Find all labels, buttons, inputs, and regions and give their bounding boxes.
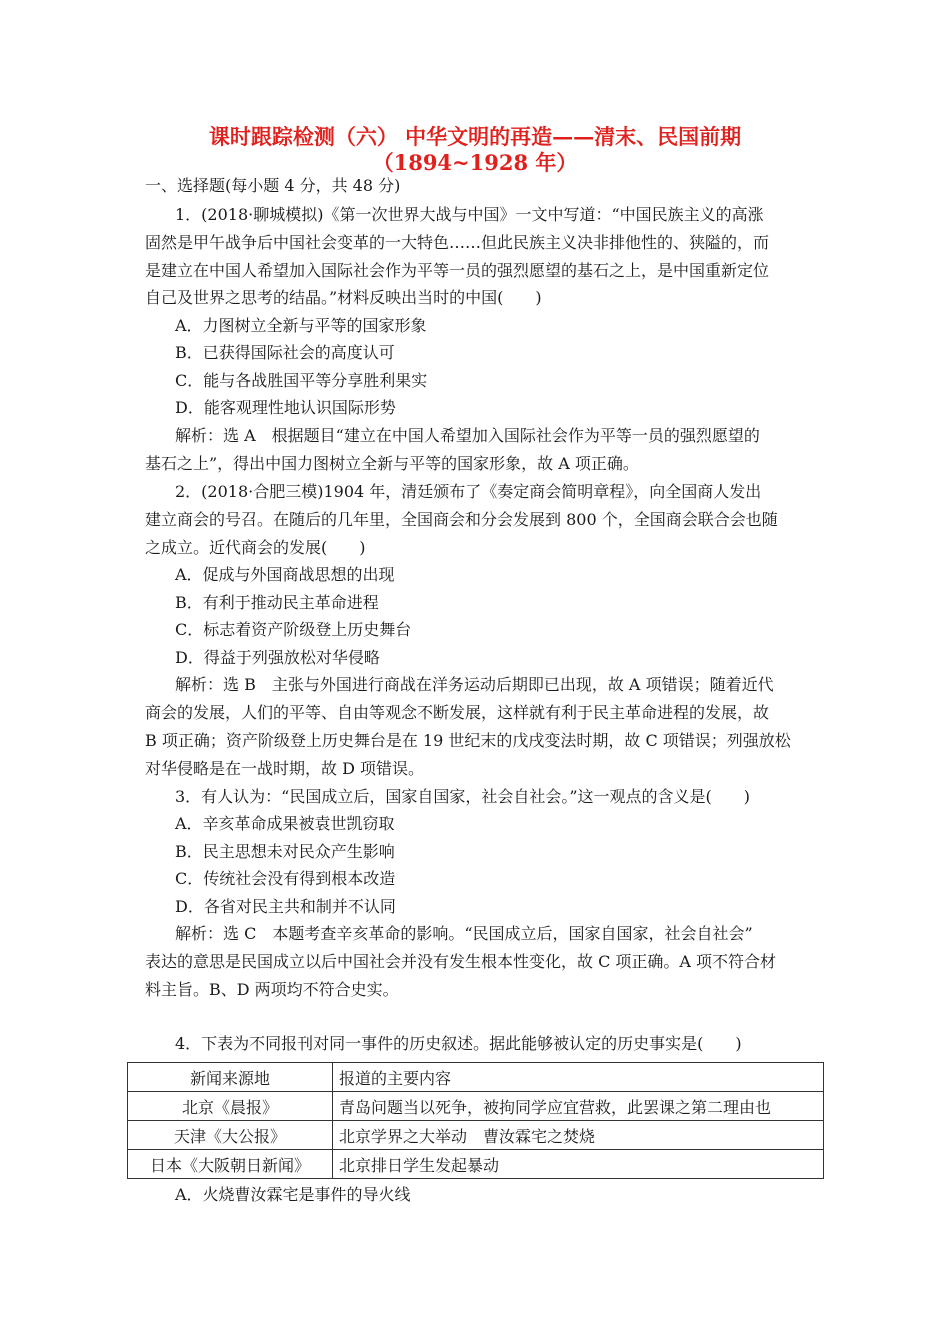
q2-stem-line: 之成立。近代商会的发展( ) (145, 538, 366, 557)
q1-stem-line: 1．(2018·聊城模拟)《第一次世界大战与中国》一文中写道：“中国民族主义的高涨 (175, 205, 764, 224)
q3-analysis-line: 解析：选 C 本题考查辛亥革命的影响。“民国成立后，国家自国家，社会自社会” (175, 924, 753, 943)
q4-stem-line: 4．下表为不同报刊对同一事件的历史叙述。据此能够被认定的历史事实是( ) (175, 1034, 742, 1053)
q2-analysis-line: 解析：选 B 主张与外国进行商战在洋务运动后期即已出现，故 A 项错误；随着近代 (175, 675, 774, 694)
q2-option-a: A．促成与外国商战思想的出现 (175, 565, 395, 584)
q4-option-a: A．火烧曹汝霖宅是事件的导火线 (175, 1185, 411, 1204)
q1-option-d: D．能客观理性地认识国际形势 (175, 398, 396, 417)
q2-option-c: C．标志着资产阶级登上历史舞台 (175, 620, 412, 639)
q1-analysis-line: 解析：选 A 根据题目“建立在中国人希望加入国际社会作为平等一员的强烈愿望的 (175, 426, 760, 445)
q2-analysis-line: 对华侵略是在一战时期，故 D 项错误。 (145, 759, 425, 778)
table-cell-source: 北京《晨报》 (128, 1092, 333, 1121)
table-header-row (128, 1063, 824, 1092)
page-subtitle: （1894~1928 年） (372, 150, 578, 175)
q1-option-a: A．力图树立全新与平等的国家形象 (175, 316, 427, 335)
table-cell-source: 天津《大公报》 (128, 1121, 333, 1150)
table-row (128, 1121, 824, 1150)
q1-option-c: C．能与各战胜国平等分享胜利果实 (175, 371, 428, 390)
q1-stem-line: 自己及世界之思考的结晶。”材料反映出当时的中国( ) (145, 288, 542, 307)
q1-option-b: B．已获得国际社会的高度认可 (175, 343, 395, 362)
q3-option-b: B．民主思想未对民众产生影响 (175, 842, 395, 861)
q3-stem-line: 3．有人认为：“民国成立后，国家自国家，社会自社会。”这一观点的含义是( ) (175, 787, 751, 806)
q1-stem-line: 固然是甲午战争后中国社会变革的一大特色……但此民族主义决非排他性的、狭隘的，而 (145, 233, 770, 252)
table-row (128, 1150, 824, 1179)
q3-analysis-line: 表达的意思是民国成立以后中国社会并没有发生根本性变化，故 C 项正确。A 项不符合材 (145, 952, 777, 971)
q2-option-b: B．有利于推动民主革命进程 (175, 593, 379, 612)
table-cell-source: 日本《大阪朝日新闻》 (128, 1150, 333, 1179)
news-table (127, 1062, 824, 1179)
table-header-cell: 新闻来源地 (128, 1063, 333, 1092)
q2-analysis-line: 商会的发展，人们的平等、自由等观念不断发展，这样就有利于民主革命进程的发展，故 (145, 703, 770, 722)
page-title: 课时跟踪检测（六） 中华文明的再造——清末、民国前期 (208, 124, 742, 149)
q1-stem-line: 是建立在中国人希望加入国际社会作为平等一员的强烈愿望的基石之上，是中国重新定位 (145, 261, 770, 280)
q3-option-a: A．辛亥革命成果被袁世凯窃取 (175, 814, 395, 833)
section-heading: 一、选择题(每小题 4 分，共 48 分) (145, 176, 401, 195)
table-row (128, 1092, 824, 1121)
table-cell-content: 北京学界之大举动 曹汝霖宅之焚烧 (333, 1121, 824, 1150)
q2-stem-line: 建立商会的号召。在随后的几年里，全国商会和分会发展到 800 个，全国商会联合会也随 (145, 510, 778, 529)
q2-analysis-line: B 项正确；资产阶级登上历史舞台是在 19 世纪末的戊戌变法时期，故 C 项错误；列强放松 (145, 731, 791, 750)
q3-analysis-line: 料主旨。B、D 两项均不符合史实。 (145, 980, 399, 999)
table-header-cell: 报道的主要内容 (333, 1063, 824, 1092)
table-cell-content: 北京排日学生发起暴动 (333, 1150, 824, 1179)
q1-analysis-line: 基石之上”，得出中国力图树立全新与平等的国家形象，故 A 项正确。 (145, 454, 639, 473)
q2-stem-line: 2．(2018·合肥三模)1904 年，清廷颁布了《奏定商会简明章程》，向全国商人发出 (175, 482, 762, 501)
q3-option-d: D．各省对民主共和制并不认同 (175, 897, 396, 916)
q2-option-d: D．得益于列强放松对华侵略 (175, 648, 380, 667)
table-cell-content: 青岛问题当以死争，被拘同学应宜营救，此罢课之第二理由也 (333, 1092, 824, 1121)
q3-option-c: C．传统社会没有得到根本改造 (175, 869, 396, 888)
